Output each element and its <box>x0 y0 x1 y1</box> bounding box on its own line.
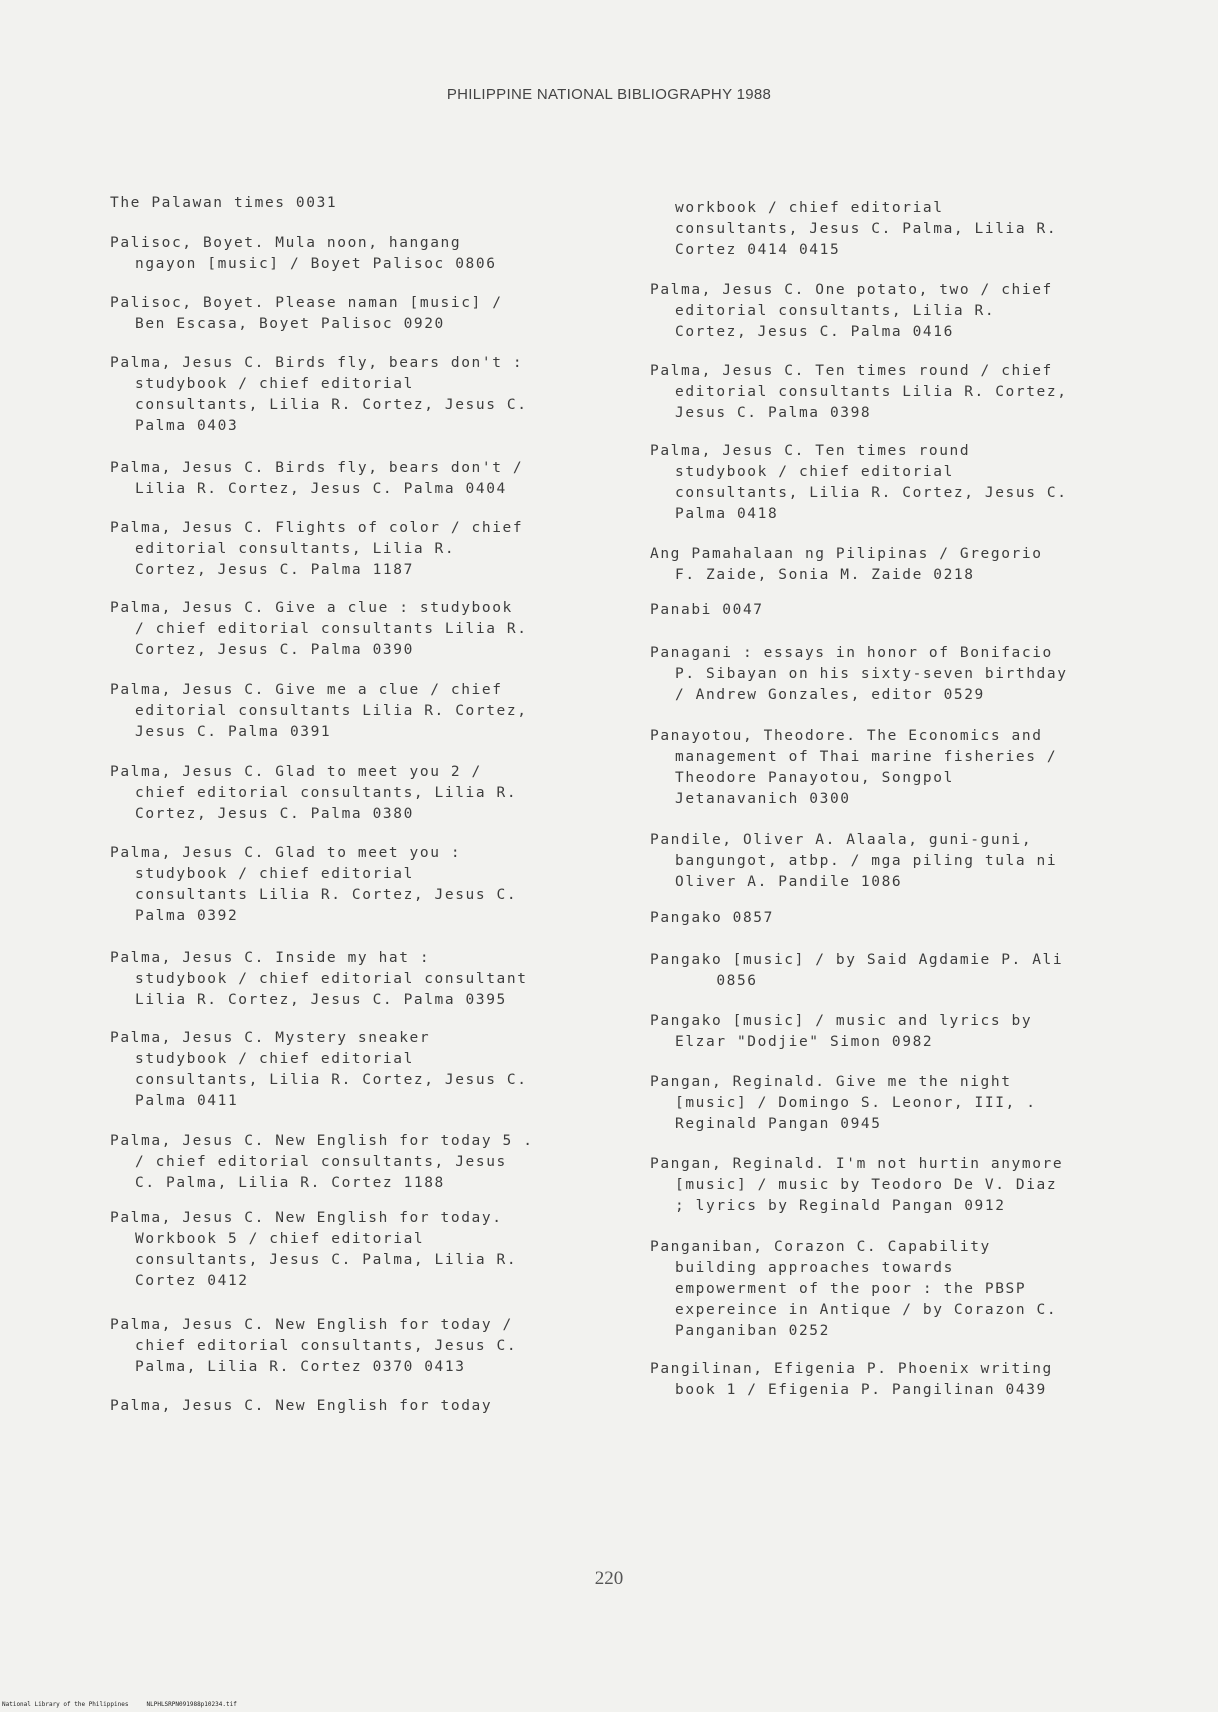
entry-line: editorial consultants Lilia R. Cortez, <box>135 703 528 719</box>
bibliography-entry <box>650 1011 1175 1053</box>
entry-line: management of Thai marine fisheries / <box>675 749 1058 765</box>
entry-line: Palma, Jesus C. Ten times round <box>650 443 971 459</box>
entry-line: Pangako 0857 <box>650 910 774 926</box>
entry-line: Lilia R. Cortez, Jesus C. Palma 0395 <box>135 992 507 1008</box>
entry-line: studybook / chief editorial <box>135 1051 414 1067</box>
entry-line: Palma, Jesus C. One potato, two / chief <box>650 282 1053 298</box>
bibliography-entry <box>650 361 1175 424</box>
entry-line: Cortez, Jesus C. Palma 0380 <box>135 806 414 822</box>
scan-footer: National Library of the Philippines NLPHLSRPN091988p10234.tif <box>2 1701 237 1708</box>
bibliography-entry <box>650 950 1175 992</box>
bibliography-entry <box>110 1315 640 1378</box>
bibliography-entry <box>110 1131 640 1194</box>
entry-line: 0856 <box>675 973 758 989</box>
entry-line: Reginald Pangan 0945 <box>675 1116 882 1132</box>
bibliography-entry <box>110 1396 640 1417</box>
entry-line: / Andrew Gonzales, editor 0529 <box>675 687 985 703</box>
bibliography-entry <box>650 643 1175 706</box>
entry-line: Panganiban, Corazon C. Capability <box>650 1239 991 1255</box>
entry-line: Palma, Jesus C. Inside my hat : <box>110 950 431 966</box>
entry-line: Panabi 0047 <box>650 602 764 618</box>
entry-line: Palisoc, Boyet. Please naman [music] / <box>110 295 503 311</box>
entry-line: Panayotou, Theodore. The Economics and <box>650 728 1043 744</box>
bibliography-entry <box>110 458 640 500</box>
entry-line: Pangilinan, Efigenia P. Phoenix writing <box>650 1361 1053 1377</box>
entry-line: Jesus C. Palma 0391 <box>135 724 332 740</box>
entry-line: editorial consultants, Lilia R. <box>135 541 456 557</box>
entry-line: Palma, Jesus C. Give me a clue / chief <box>110 682 503 698</box>
entry-line: Palma, Jesus C. New English for today 5 . <box>110 1133 534 1149</box>
entry-line: consultants, Jesus C. Palma, Lilia R. <box>135 1252 518 1268</box>
entry-line: consultants Lilia R. Cortez, Jesus C. <box>135 887 518 903</box>
entry-line: Cortez, Jesus C. Palma 1187 <box>135 562 414 578</box>
entry-line: empowerment of the poor : the PBSP <box>675 1281 1027 1297</box>
entry-line: editorial consultants, Lilia R. <box>675 303 996 319</box>
entry-line: editorial consultants Lilia R. Cortez, <box>675 384 1068 400</box>
entry-line: Oliver A. Pandile 1086 <box>675 874 903 890</box>
entry-line: Palma, Jesus C. Glad to meet you : <box>110 845 462 861</box>
entry-line: bangungot, atbp. / mga piling tula ni <box>675 853 1058 869</box>
entry-line: Pandile, Oliver A. Alaala, guni-guni, <box>650 832 1033 848</box>
entry-line: Palma 0411 <box>135 1093 239 1109</box>
entry-line: Panganiban 0252 <box>675 1323 830 1339</box>
entry-line: Cortez 0412 <box>135 1273 249 1289</box>
bibliography-entry <box>650 726 1175 810</box>
entry-line: Pangako [music] / music and lyrics by <box>650 1013 1033 1029</box>
entry-line: / chief editorial consultants Lilia R. <box>135 621 528 637</box>
entry-line: Cortez, Jesus C. Palma 0416 <box>675 324 954 340</box>
entry-line: consultants, Jesus C. Palma, Lilia R. <box>675 221 1058 237</box>
entry-line: studybook / chief editorial <box>135 376 414 392</box>
entry-line: Palma 0392 <box>135 908 239 924</box>
bibliography-entry <box>110 1028 640 1112</box>
entry-line: chief editorial consultants, Jesus C. <box>135 1338 518 1354</box>
entry-line: Palma, Jesus C. New English for today / <box>110 1317 513 1333</box>
bibliography-entry <box>110 843 640 927</box>
entry-line: Jetanavanich 0300 <box>675 791 851 807</box>
entry-line: studybook / chief editorial <box>135 866 414 882</box>
entry-line: Palma, Jesus C. Ten times round / chief <box>650 363 1053 379</box>
entry-line: P. Sibayan on his sixty-seven birthday <box>675 666 1068 682</box>
entry-line: Palma 0418 <box>675 506 779 522</box>
entry-line: Palma, Jesus C. Birds fly, bears don't / <box>110 460 524 476</box>
bibliography-entry <box>110 762 640 825</box>
bibliography-entry <box>110 233 640 275</box>
entry-line: studybook / chief editorial consultant <box>135 971 528 987</box>
bibliography-entry <box>110 1208 640 1292</box>
entry-line: ngayon [music] / Boyet Palisoc 0806 <box>135 256 497 272</box>
entry-line: Jesus C. Palma 0398 <box>675 405 872 421</box>
entry-line: expereince in Antique / by Corazon C. <box>675 1302 1058 1318</box>
entry-line: Ben Escasa, Boyet Palisoc 0920 <box>135 316 445 332</box>
bibliography-entry <box>110 598 640 661</box>
entry-line: ; lyrics by Reginald Pangan 0912 <box>675 1198 1006 1214</box>
entry-line: Cortez, Jesus C. Palma 0390 <box>135 642 414 658</box>
bibliography-entry <box>650 1237 1175 1342</box>
entry-line: Palma, Jesus C. Mystery sneaker <box>110 1030 431 1046</box>
entry-line: Pangan, Reginald. Give me the night <box>650 1074 1012 1090</box>
entry-line: C. Palma, Lilia R. Cortez 1188 <box>135 1175 445 1191</box>
entry-line: Elzar "Dodjie" Simon 0982 <box>675 1034 934 1050</box>
bibliography-entry <box>110 948 640 1011</box>
entry-line: building approaches towards <box>675 1260 954 1276</box>
entry-line: Pangan, Reginald. I'm not hurtin anymore <box>650 1156 1064 1172</box>
bibliography-entry <box>110 193 640 214</box>
entry-line: Palma, Lilia R. Cortez 0370 0413 <box>135 1359 466 1375</box>
entry-line: Theodore Panayotou, Songpol <box>675 770 954 786</box>
entry-line: Ang Pamahalaan ng Pilipinas / Gregorio <box>650 546 1043 562</box>
page-number: 220 <box>594 1568 624 1589</box>
bibliography-entry <box>650 1154 1175 1217</box>
bibliography-entry <box>650 908 1175 929</box>
entry-line: Cortez 0414 0415 <box>675 242 841 258</box>
entry-line: Palisoc, Boyet. Mula noon, hangang <box>110 235 462 251</box>
entry-line: [music] / music by Teodoro De V. Diaz <box>675 1177 1058 1193</box>
entry-line: Palma, Jesus C. Flights of color / chief <box>110 520 524 536</box>
entry-line: Lilia R. Cortez, Jesus C. Palma 0404 <box>135 481 507 497</box>
entry-line: Palma, Jesus C. New English for today <box>110 1398 493 1414</box>
entry-line: Workbook 5 / chief editorial <box>135 1231 425 1247</box>
entry-line: studybook / chief editorial <box>675 464 954 480</box>
entry-line: F. Zaide, Sonia M. Zaide 0218 <box>675 567 975 583</box>
bibliography-entry <box>650 198 1175 261</box>
entry-line: Palma, Jesus C. Give a clue : studybook <box>110 600 513 616</box>
entry-line: Panagani : essays in honor of Bonifacio <box>650 645 1053 661</box>
entry-line: Palma, Jesus C. Birds fly, bears don't : <box>110 355 524 371</box>
bibliography-entry <box>110 353 640 437</box>
entry-line: consultants, Lilia R. Cortez, Jesus C. <box>135 397 528 413</box>
bibliography-entry <box>650 600 1175 621</box>
bibliography-entry <box>110 293 640 335</box>
entry-line: workbook / chief editorial <box>675 200 944 216</box>
entry-line: The Palawan times 0031 <box>110 195 338 211</box>
entry-line: Palma, Jesus C. New English for today. <box>110 1210 503 1226</box>
entry-line: consultants, Lilia R. Cortez, Jesus C. <box>675 485 1068 501</box>
bibliography-entry <box>650 280 1175 343</box>
entry-line: book 1 / Efigenia P. Pangilinan 0439 <box>675 1382 1047 1398</box>
bibliography-entry <box>110 518 640 581</box>
entry-line: [music] / Domingo S. Leonor, III, . <box>675 1095 1037 1111</box>
page-header: PHILIPPINE NATIONAL BIBLIOGRAPHY 1988 <box>446 86 772 103</box>
entry-line: Palma, Jesus C. Glad to meet you 2 / <box>110 764 482 780</box>
bibliography-entry <box>650 544 1175 586</box>
entry-line: / chief editorial consultants, Jesus <box>135 1154 507 1170</box>
bibliography-entry <box>650 1072 1175 1135</box>
bibliography-entry <box>650 830 1175 893</box>
entry-line: Pangako [music] / by Said Agdamie P. Ali <box>650 952 1064 968</box>
entry-line: Palma 0403 <box>135 418 239 434</box>
entry-line: chief editorial consultants, Lilia R. <box>135 785 518 801</box>
bibliography-entry <box>650 1359 1175 1401</box>
bibliography-entry <box>110 680 640 743</box>
entry-line: consultants, Lilia R. Cortez, Jesus C. <box>135 1072 528 1088</box>
bibliography-entry <box>650 441 1175 525</box>
